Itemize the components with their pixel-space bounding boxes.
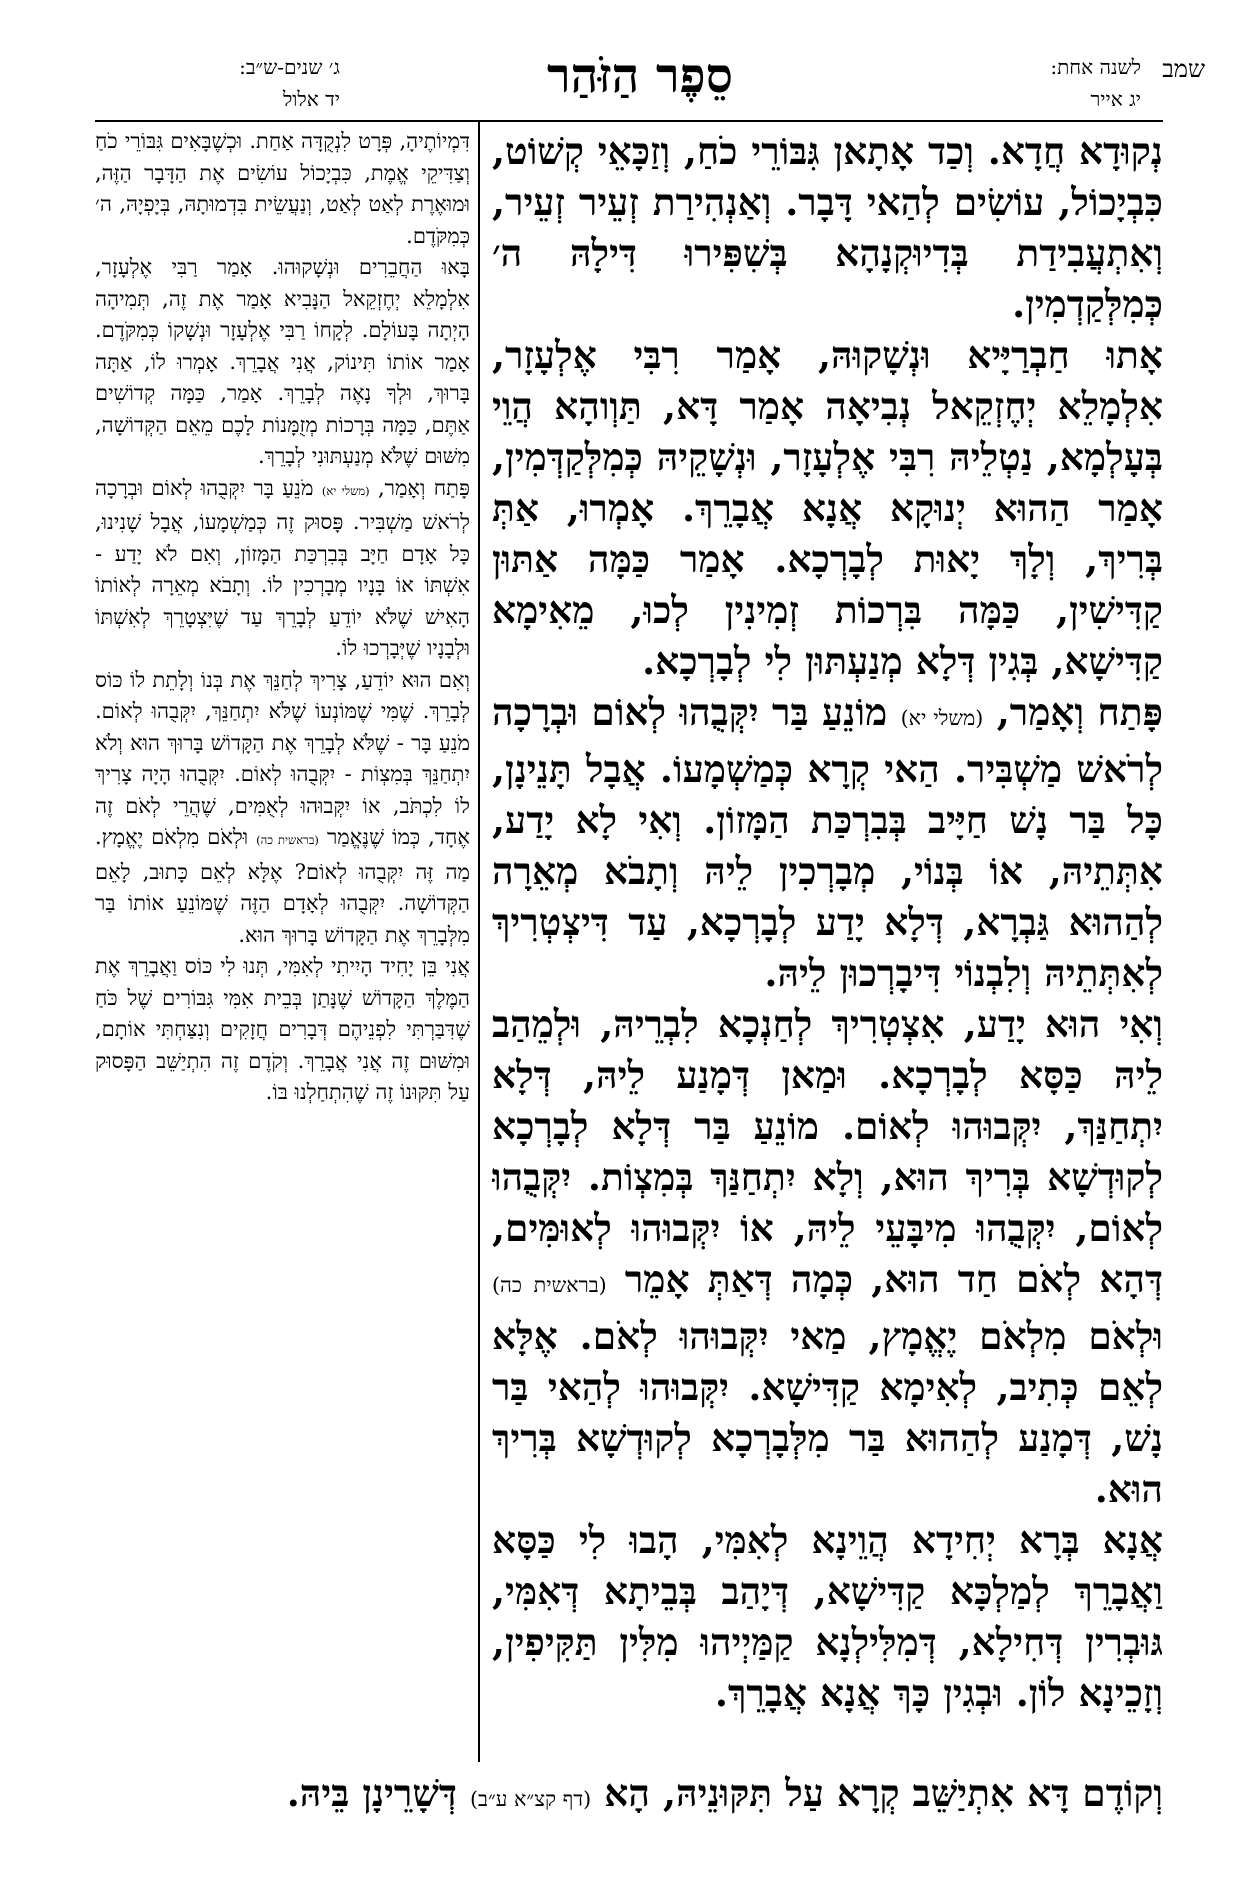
paragraph-lead: פָּתַח וְאָמַר, (377, 475, 470, 500)
verse-reference: (בראשית כה) (492, 1273, 607, 1297)
header-divider (95, 120, 1163, 122)
header-left (110, 55, 340, 125)
paragraph-body: מֹנֵעַ בָּר יִקְּבֻהוּ לְאוֹם וּבְרָכָה לְרֹאשׁ מַשְׁבִּיר. פָּסוּק זֶה כְּמַשְׁמָעוֹ, אֲבָל שָׁנִינוּ, כָּל אָדָם חַיָּב בְּבִרְכַּת הַמָּזוֹן, וְאִם לֹא יָדַע - אִשְׁתּוֹ אוֹ בָּנָיו מְבָרְכִין לוֹ. וְתָבֹא מְאֵרָה לְאוֹתוֹ הָאִישׁ שֶׁלֹּא יוֹדֵעַ לְבָרֵךְ עַד שֶׁיִּצְטָרֵךְ לְאִשְׁתּוֹ וּלְבָנָיו שֶׁיְּבָרְכוּ לוֹ. (95, 475, 470, 660)
paragraph-lead: פָּתַח וְאָמַר, (996, 690, 1163, 734)
main-paragraph (492, 687, 1163, 999)
main-text-column (492, 126, 1163, 1786)
translation-column (95, 126, 470, 1766)
translation-paragraph: אֲנִי בֵּן יָחִיד הָיִיתִי לְאִמִּי, תְּנוּ לִי כּוֹס וַאֲבָרֵךְ אֶת הַמֶּלֶךְ הַקָּדוֹשׁ שֶׁנָּתַן בְּבֵית אִמִּי גִּבּוֹרִים שֶׁל כֹּחַ שֶׁדִּבַּרְתִּי לִפְנֵיהֶם דְּבָרִים חֲזָקִים וְנִצַּחְתִּי אוֹתָם, וּמִשּׁוּם זֶה אֲנִי אֲבָרֵךְ. וְקֹדֶם זֶה הִתְיַשֵּׁב הַפָּסוּק עַל תִּקּוּנוֹ זֶה שֶׁהִתְחַלְנוּ בּוֹ. (95, 954, 470, 1104)
page-number: שמב (1162, 55, 1205, 83)
study-schedule-label: לשנה אחת: (1050, 55, 1141, 79)
verse-reference: (בראשית כה) (256, 833, 319, 847)
paragraph-body: וּלְאֹם מִלְאֹם יֶאֱמָץ. מַה זֶּה יִקְּבֻהוּ לְאוֹם? אֶלָּא לְאֵם כָּתוּב, לָאֵם הַקְּדוֹשָׁה. יִקְּבֻהוּ לְאָדָם הַזֶּה שֶׁמּוֹנֵעַ אוֹתוֹ בַּר מִלְּבָרֵךְ אֶת הַקָּדוֹשׁ בָּרוּךְ הוּא. (95, 825, 470, 947)
paragraph-body: וְאִי הוּא יָדַע, אִצְטְרִיךְ לְחַנְכָא לִבְרֵיהּ, וּלְמֵהַב לֵיהּ כַּסָּא לְבָרְכָא. וּמַאן דְּמָנַע לֵיהּ, דְּלָא יִתְחַנַּךְ, יִקְּבוּהוּ לְאוֹם. מוֹנֵעַ בַּר דְּלָא לְבָרְכָא לְקוּדְשָׁא בְּרִיךְ הוּא, וְלָא יִתְחַנַּךְ בְּמִצְוֹת. יִקְּבֻהוּ לְאוֹם, יִקְּבֻהוּ מִיבָּעֵי לֵיהּ, אוֹ יִקְּבוּהוּ לְאוּמִּים, דְּהָא לְאֹם חַד הוּא, כְּמָה דְּאַתְּ אָמֵר (492, 1002, 1163, 1301)
column-divider (478, 122, 480, 1762)
verse-reference: (משלי יא) (900, 706, 984, 730)
translation-paragraph: בָּאוּ הַחֲבֵרִים וּנְשָׁקוּהוּ. אָמַר רַבִּי אֶלְעָזָר, אִלְמָלֵא יְחֶזְקֵאל הַנָּבִיא אָמַר אֶת זֶה, תְּמִיהָה הָיְתָה בָּעוֹלָם. לְקָחוֹ רַבִּי אֶלְעָזָר וּנְשָׁקוֹ כְּמִקֹּדֶם. אָמַר אוֹתוֹ תִּינוֹק, אֲנִי אֲבָרֵךְ. אָמְרוּ לוֹ, אַתָּה בָּרוּךְ, וּלְךָ נָאֶה לְבָרֵךְ. אָמַר, כַּמָּה קְדוֹשִׁים אַתֶּם, כַּמָּה בְּרָכוֹת מְזֻמָּנוֹת לָכֶם מֵאֵם הַקְּדוֹשָׁה, מִשּׁוּם שֶׁלֹּא מְנַעְתּוּנִי לְבָרֵךְ. (95, 255, 470, 468)
main-paragraph: אָתוּ חַבְרַיָּיא וּנְשָׁקוּהּ, אָמַר רִבִּי אֶלְעָזָר, אִלְמָלֵא יְחֶזְקֵאל נְבִיאָה אָמַר דָּא, תַּוְוהָא הֲוֵי בְּעָלְמָא, נַטְלֵיהּ רִבִּי אֶלְעָזָר, וּנְשָׁקֵיהּ כְּמִלְּקַדְּמִין, אָמַר הַהוּא יְנוּקָא אֲנָא אֲבָרֵךְ. אָמְרוּ, אַתְּ בְּרִיךְ, וְלָךְ יָאוּת לְבָרְכָא. אָמַר כַּמָּה אַתּוּן קַדִּישִׁין, כַּמָּה בִּרְכוֹת זְמִינִין לְכוּ, מֵאִימָא קַדִּישָׁא, בְּגִין דְּלָא מְנַעְתּוּן לִי לְבָרְכָא. (492, 333, 1163, 683)
paragraph-body: מוֹנֵעַ בַּר יִקְּבֻהוּ לְאוֹם וּבְרָכָה לְרֹאשׁ מַשְׁבִּיר. הַאי קְרָא כְּמַשְׁמָעוֹ. אֲבָל תָּנֵינָן, כָּל בַּר נָשׁ חַיָּיב בְּבִרְכַּת הַמָּזוֹן. וְאִי לָא יָדַע, אִתְּתֵיהּ, אוֹ בְּנוֹי, מְבָרְכִין לֵיהּ וְתָבֹא מְאֵרָה לְהַהוּא גַּבְרָא, דְּלָא יָדַע לְבָרְכָא, עַד דִּיצְטְרִיךְ לְאִתְּתֵיהּ וְלִבְנוֹי דִּיבָרְכוּן לֵיהּ. (492, 690, 1163, 995)
study-date: יג אייר (1090, 87, 1141, 111)
translation-paragraph (95, 473, 470, 665)
schedule-label-left: ג׳ שנים-ש״ב: (239, 55, 340, 79)
paragraph-body: וּלְאֹם מִלְאֹם יֶאֱמָץ, מַאי יִקְּבוּהוּ לְאֹם. אֶלָּא לְאֵם כְּתִיב, לְאִימָא קַדִּישָׁא. יִקְּבוּהוּ לְהַאי בַּר נָשׁ, דְּמָנַע לְהַהוּא בַּר מִלְּבָרְכָא לְקוּדְשָׁא בְּרִיךְ הוּא. (492, 1314, 1163, 1511)
main-paragraph: נְקוּדָא חֲדָא. וְכַד אָתָאן גִּבּוֹרֵי כֹחַ, וְזַכָּאֵי קְשׁוֹט, כִּבְיָכוֹל, עוֹשִׂים לְהַאי דָּבָר. וְאַנְהִירַת זְעֵיר זְעֵיר, וְאִתְעֲבִידַת בְּדִיוּקְנָהָא בְּשִׁפִּירוּ דִּילָהּ ה׳ כְּמִלְּקַדְמִין. (492, 129, 1163, 326)
main-paragraph: אֲנָא בְּרָא יְחִידָא הֲוֵינָא לְאִמִּי, הָבוּ לִי כַּסָּא וַאֲבָרֵךְ לְמַלְכָּא קַדִּישָׁא, דְּיָהַב בְּבֵיתָא דְּאִמִּי, גּוּבְרִין דְּחִילָא, דְּמִלִּילְנָא קַמַּיְיהוּ מִלִּין תַּקִּיפִין, וְזָכֵינָא לוֹן. וּבְגִין כָּךְ אֲנָא אֲבָרֵךְ. (492, 1518, 1163, 1715)
page-reference: (דף קצ״א ע״ב) (469, 1787, 592, 1811)
page-title: סֵפֶר הַזֹּהַר (547, 48, 733, 104)
translation-paragraph (95, 665, 470, 952)
main-paragraph (492, 999, 1163, 1515)
translation-paragraph: דִּמְיוֹתֶיהָ, פְּרָט לִנְקֻדָּה אַחַת. וּכְשֶׁבָּאִים גִּבּוֹרֵי כֹחַ וְצַדִּיקֵי אֱמֶת, כִּבְיָכוֹל עוֹשִׂים אֶת הַדָּבָר הַזֶּה, וּמוּאֶרֶת לְאַט לְאַט, וְנַעֲשֵׂית בִּדְמוּתָהּ, בְּיָפְיָהּ, ה׳ כְּמִקֹּדֶם. (95, 129, 470, 248)
schedule-date-left: יד אלול (282, 87, 340, 111)
paragraph-body: וְאִם הוּא יוֹדֵעַ, צָרִיךְ לְחַנֵּךְ אֶת בְּנוֹ וְלָתֵת לוֹ כּוֹס לְבָרֵךְ. שֶׁמִּי שֶׁמּוֹנְעוֹ שֶׁלֹּא יִתְחַנֵּךְ, יִקְּבֻהוּ לְאוֹם. מֹנֵעַ בָּר - שֶׁלֹּא לְבָרֵךְ אֶת הַקָּדוֹשׁ בָּרוּךְ הוּא וְלֹא יִתְחַנֵּךְ בְּמִצְוֹת - יִקְּבֻהוּ לְאוֹם. יִקְּבֻהוּ הָיָה צָרִיךְ לוֹ לִכְתֹּב, אוֹ יִקְּבוּהוּ לְאֻמִּים, שֶׁהֲרֵי לְאֹם זֶה אֶחָד, כְּמוֹ שֶׁנֶּאֱמַר (95, 667, 470, 849)
footer-line (180, 1768, 1163, 1824)
header-right (945, 55, 1205, 125)
footer-end: דְּשָׁרֵינָן בֵּיהּ. (286, 1771, 457, 1815)
verse-reference: (משלי יא) (321, 483, 370, 498)
footer-text: וְקוֹדֶם דָּא אִתְיַשֵּׁב קְרָא עַל תִּקּוּנֵיהּ, הָא (604, 1771, 1163, 1815)
